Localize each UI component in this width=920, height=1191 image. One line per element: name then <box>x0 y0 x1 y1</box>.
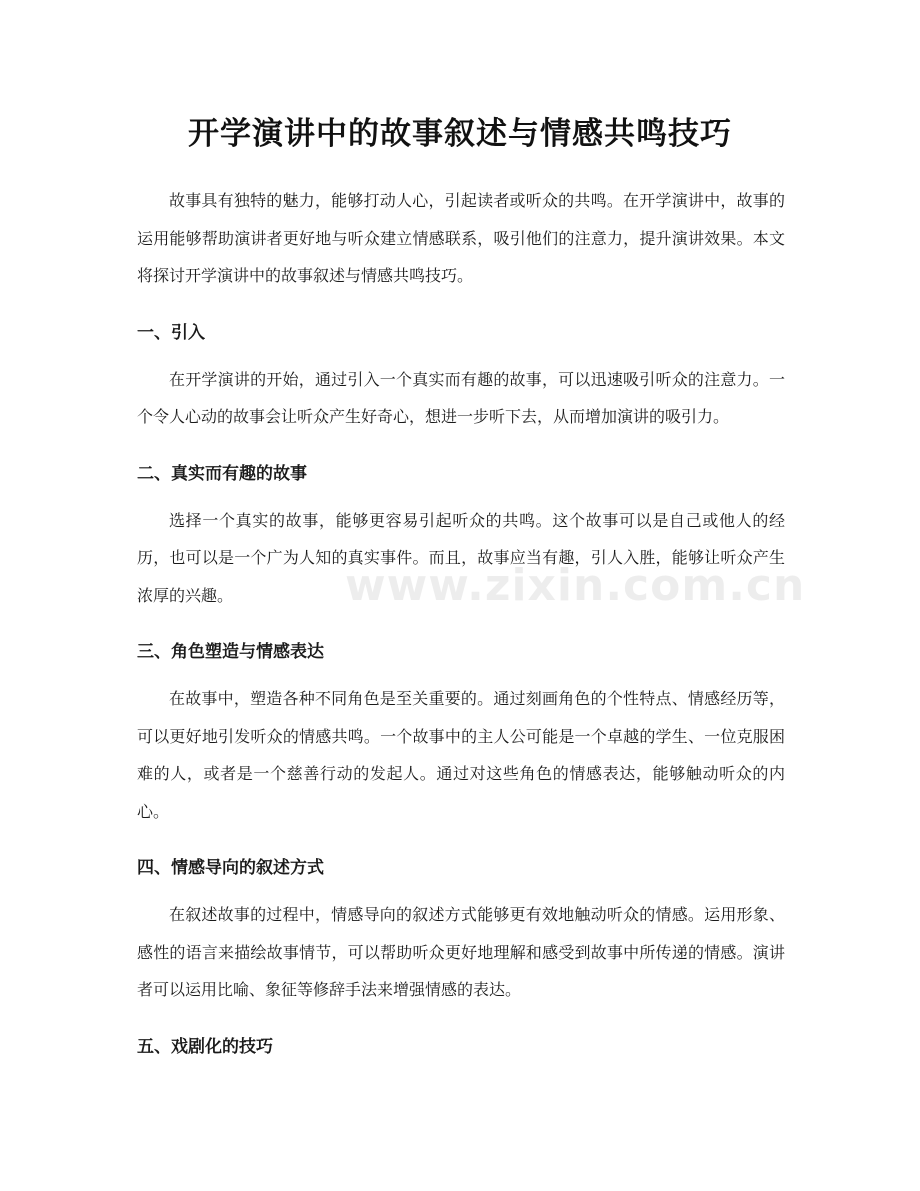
section-heading-1: 一、引入 <box>137 322 205 343</box>
watermark: www.zixin.com.cn <box>345 560 806 611</box>
section-heading-5: 五、戏剧化的技巧 <box>137 1036 273 1057</box>
intro-paragraph: 故事具有独特的魅力，能够打动人心，引起读者或听众的共鸣。在开学演讲中，故事的运用能够帮助演讲者更好地与听众建立情感联系，吸引他们的注意力，提升演讲效果。本文将探讨开学演讲中的故事叙述与情感共鸣技巧。 <box>137 191 785 285</box>
document-body <box>137 182 785 1059</box>
section-body-4: 在叙述故事的过程中，情感导向的叙述方式能够更有效地触动听众的情感。运用形象、感性的语言来描绘故事情节，可以帮助听众更好地理解和感受到故事中所传递的情感。演讲者可以运用比喻、象征等修辞手法来增强情感的表达。 <box>137 905 785 999</box>
section-body-3: 在故事中，塑造各种不同角色是至关重要的。通过刻画角色的个性特点、情感经历等，可以更好地引发听众的情感共鸣。一个故事中的主人公可能是一个卓越的学生、一位克服困难的人，或者是一个慈善行动的发起人。通过对这些角色的情感表达，能够触动听众的内心。 <box>137 689 785 821</box>
page-title: 开学演讲中的故事叙述与情感共鸣技巧 <box>188 116 732 152</box>
section-heading-2: 二、真实而有趣的故事 <box>137 463 307 484</box>
section-body-2: 选择一个真实的故事，能够更容易引起听众的共鸣。这个故事可以是自己或他人的经历，也可以是一个广为人知的真实事件。而且，故事应当有趣，引人入胜，能够让听众产生浓厚的兴趣。 <box>137 510 785 605</box>
section-heading-3: 三、角色塑造与情感表达 <box>137 642 324 662</box>
section-body-1: 在开学演讲的开始，通过引入一个真实而有趣的故事，可以迅速吸引听众的注意力。一个令人心动的故事会让听众产生好奇心，想进一步听下去，从而增加演讲的吸引力。 <box>137 369 785 426</box>
section-heading-4: 四、情感导向的叙述方式 <box>137 858 324 878</box>
